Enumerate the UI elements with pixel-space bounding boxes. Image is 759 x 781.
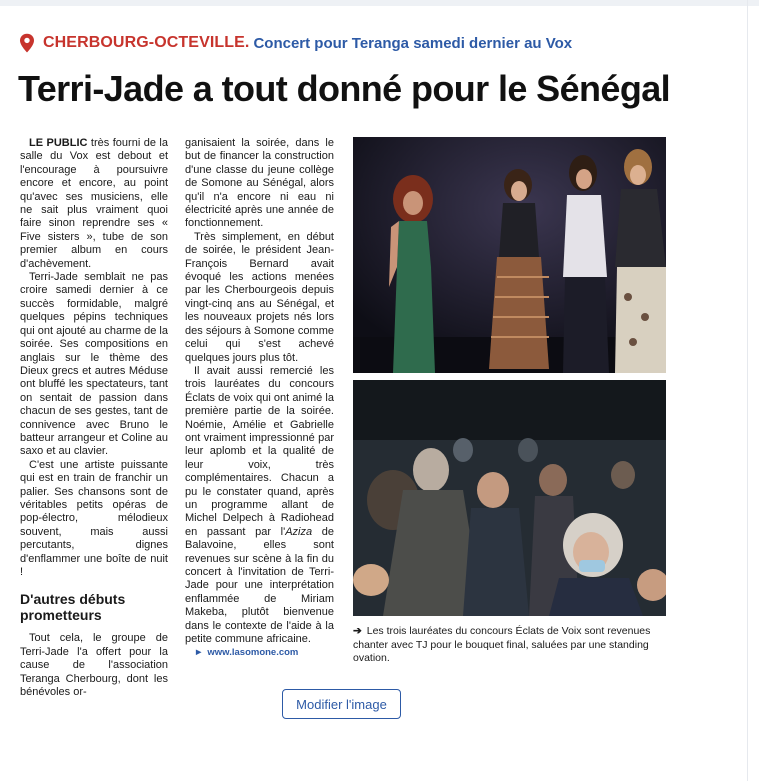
caption-text: Les trois lauréates du concours Éclats de Voix sont revenues chanter avec TJ pour le bouquet final, saluées par une standing ovation. (353, 625, 651, 664)
lead-word: LE PUBLIC (29, 137, 88, 149)
italic-title: Aziza (285, 525, 313, 538)
subheading: D'autres débuts prometteurs (20, 591, 126, 624)
paragraph: ganisaient la soirée, dans le but de financer la construction d'une classe du jeune collège de Somone au Sénégal, alors qu'il n'a encore ni eau ni électricité après une année de fonctionnement. (185, 137, 334, 230)
audience-photo-art (353, 380, 666, 616)
paragraph (185, 365, 334, 647)
article-column-2 (185, 137, 334, 660)
paragraph (20, 137, 168, 271)
concert-stage-photo (353, 137, 666, 373)
paragraph: Tout cela, le groupe de Terri-Jade l'a offert pour la cause de l'association Teranga Cherbourg, dont les bénévoles or- (20, 632, 168, 699)
audience-photo (353, 380, 666, 616)
paragraph: Terri-Jade semblait ne pas croire samedi dernier à ce succès formidable, malgré quelques pépins techniques qui ont ajouté au charme de la soirée. Ses compositions en anglais sur le thème des Dieux grecs et autres Méduse ont bluffé les spectateurs, tant on sentait de passion dans chacun de ses gestes, tant de connivence avec Bruno le batteur arrangeur et Coline au saxo et au clavier. (20, 271, 168, 458)
article-column-1 (20, 137, 168, 699)
headline: Terri-Jade a tout donné pour le Sénégal (18, 68, 671, 109)
paragraph-text: très fourni de la salle du Vox est debout et l'encourage à poursuivre encore et encore, au point qu'avec ses musiciens, elle ne sait plus vraiment quoi faire sinon reprendre ses « Five sisters », tube de son premier album en cours d'achèvement. (20, 137, 168, 270)
triangle-right-icon: ► (194, 647, 204, 659)
edit-image-button[interactable]: Modifier l'image (282, 689, 401, 719)
stage-photo-art (353, 137, 666, 373)
map-pin-icon (18, 33, 36, 53)
paragraph-text: Il avait aussi remercié les trois lauréates du concours Éclats de voix qui ont animé la première partie de la soirée. Noémie, Amélie et Gabrielle ont vraiment impressionné par leur aplomb et la qualité de leur voix, très complémentaires. Chacun a pu le constater quand, après un programme allant de Michel Delpech à Radiohead en passant par l' (185, 364, 334, 538)
source-link-text: www.lasomone.com (207, 647, 299, 659)
kicker-subtitle: Concert pour Teranga samedi dernier au Vox (253, 34, 573, 52)
kicker (18, 33, 572, 53)
arrow-right-icon: ➔ (353, 625, 362, 637)
paragraph-text: de Balavoine, elles sont revenues sur scène à la fin du concert à l'invitation de Terri-Jade pour une interprétation enflammée de Miriam Makeba, plutôt bienvenue dans le contexte de l'aide à la petite commune africaine. (185, 525, 335, 646)
photo-caption (353, 625, 653, 666)
kicker-city: CHERBOURG-OCTEVILLE. (43, 34, 250, 51)
paragraph: C'est une artiste puissante qui est en train de franchir un palier. Ses chansons sont de véritables petits opéras de pop-électro, mélodieux souvent, mais aussi percutants, dignes d'enflammer une boîte de nuit ! (20, 458, 168, 578)
source-link[interactable] (185, 646, 334, 659)
right-border (747, 0, 748, 781)
paragraph: Très simplement, en début de soirée, le président Jean-François Bernard avait évoqué les actions menées par les Cherbourgeois depuis vingt-cinq ans au Sénégal, et les nouveaux projets nés lors des séjours à Somone comme celui qui s'est achevé quelques jours plus tôt. (185, 230, 334, 364)
top-border (0, 0, 759, 6)
